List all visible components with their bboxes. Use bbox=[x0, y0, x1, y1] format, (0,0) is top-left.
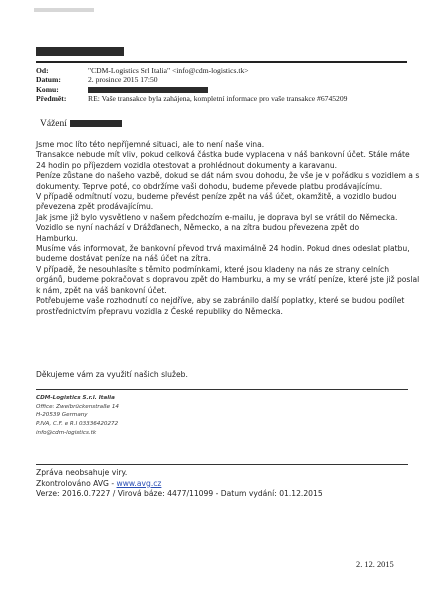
print-date: 2. 12. 2015 bbox=[356, 560, 394, 569]
antivirus-divider bbox=[36, 464, 408, 465]
body-line: Potřebujeme vaše rozhodnutí co nejdříve, aby se zabránilo další poplatky, které se budou podílet bbox=[36, 296, 405, 306]
closing-thanks: Děkujeme vám za využití našich služeb. bbox=[36, 370, 188, 379]
redacted-sender-name bbox=[36, 47, 124, 56]
signature-vat: P.IVA, C.F. e R.I 03336420272 bbox=[36, 421, 119, 428]
signature-block bbox=[36, 394, 119, 438]
subject-value: RE: Vaše transakce byla zahájena, kompletní informace pro vaše transakce #6745209 bbox=[88, 94, 348, 104]
antivirus-line-1: Zpráva neobsahuje viry. bbox=[36, 468, 128, 477]
header-divider bbox=[36, 61, 407, 63]
from-label: Od: bbox=[36, 66, 49, 75]
redacted-recipient bbox=[88, 87, 208, 93]
body-line: Jak jsme již bylo vysvětleno v našem předchozím e-mailu, je doprava byl se vrátil do Německa. bbox=[36, 212, 398, 222]
antivirus-checked-text: Zkontrolováno AVG - bbox=[36, 478, 117, 488]
signature-divider bbox=[36, 389, 408, 390]
body-line: převezena zpět prodávajícímu. bbox=[36, 202, 154, 212]
signature-company: CDM-Logistics S.r.l. Italia bbox=[36, 395, 115, 401]
body-line: 24 hodin po příjezdem vozidla otestovat a prohlédnout dokumenty a karavanu. bbox=[36, 160, 338, 170]
message-body bbox=[36, 140, 426, 317]
signature-city: H-20539 Germany bbox=[36, 412, 88, 419]
cropped-header-fragment bbox=[34, 8, 94, 12]
avg-link[interactable]: www.avg.cz bbox=[116, 478, 162, 488]
signature-email: info@cdm-logistics.tk bbox=[36, 429, 97, 436]
body-line: Peníze zůstane do našeho vazbě, dokud se dát nám svou dohodu, že vše je v pořádku s vozidlem a s bbox=[36, 171, 420, 181]
date-value: 2. prosince 2015 17:50 bbox=[88, 75, 158, 85]
body-line: budeme dostávat peníze na náš účet na zítra. bbox=[36, 254, 211, 264]
body-line: dokumenty. Teprve poté, co obdržíme vaši dohodu, budeme převede platbu prodávajícímu. bbox=[36, 181, 383, 191]
from-row bbox=[36, 66, 416, 75]
to-label: Komu: bbox=[36, 84, 59, 94]
greeting bbox=[40, 119, 122, 129]
date-label: Datum: bbox=[36, 75, 61, 85]
redacted-recipient-name bbox=[70, 120, 122, 127]
body-line: V případě odmítnutí vozu, budeme převést peníze zpět na váš účet, okamžitě, a vozidlo budou bbox=[36, 192, 397, 202]
subject-row bbox=[36, 94, 416, 103]
body-line: Hamburku. bbox=[36, 233, 78, 243]
body-line: Musíme vás informovat, že bankovní převod trvá maximálně 24 hodin. Pokud dnes odeslat platbu, bbox=[36, 244, 410, 254]
body-line: orgánů, budeme pokračovat s dopravou zpět do Hamburku, a my se vrátí peníze, které jste již poslal bbox=[36, 275, 420, 285]
subject-label: Předmět: bbox=[36, 94, 67, 104]
date-row bbox=[36, 75, 416, 84]
greeting-text: Vážení bbox=[40, 119, 67, 129]
body-line: V případě, že nesouhlasíte s těmito podmínkami, které jsou kladeny na nás ze strany celních bbox=[36, 264, 390, 274]
email-header bbox=[36, 66, 416, 104]
body-line: k nám, zpět na váš bankovní účet. bbox=[36, 285, 167, 295]
body-line: Transakce nebude mít vliv, pokud celková částka bude vyplacena v náš bankovní účet. Stále máte bbox=[36, 150, 410, 160]
antivirus-notice bbox=[36, 468, 323, 500]
antivirus-line-3: Verze: 2016.0.7227 / Virová báze: 4477/11099 - Datum vydání: 01.12.2015 bbox=[36, 489, 323, 499]
from-value: "CDM-Logistics Srl Italia" <info@cdm-logistics.tk> bbox=[88, 66, 249, 75]
antivirus-line-2 bbox=[36, 479, 323, 490]
body-line: Vozidlo se nyní nachází v Drážďanech, Německo, a na zítra budou převezena zpět do bbox=[36, 223, 360, 233]
body-line: Jsme moc líto této nepříjemné situaci, ale to není naše vina. bbox=[36, 140, 265, 149]
body-line: prostřednictvím přepravu vozidla z České republiky do Německa. bbox=[36, 306, 283, 316]
to-row bbox=[36, 85, 416, 94]
signature-office: Office: Zweibrückenstraße 14 bbox=[36, 403, 119, 410]
